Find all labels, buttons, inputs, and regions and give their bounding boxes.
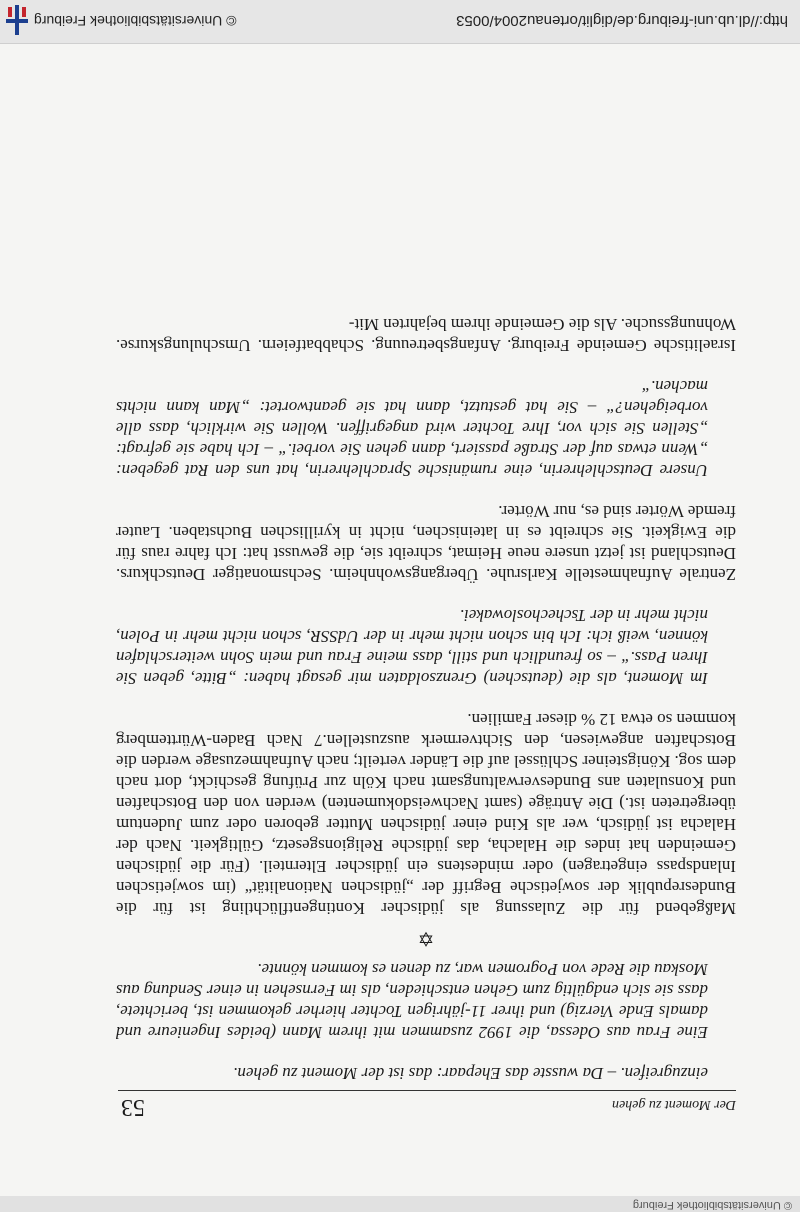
page-number: 53 — [121, 1094, 145, 1120]
body-paragraph-3: Israelitische Gemeinde Freiburg. Anfangsbetreuung. Schabbatfeiern. Umschulungskurse. Wohnungssuche. Als die Gemeinde ihrem bejahrten Mit- — [116, 315, 736, 355]
quote-paragraph-1: einzugreifen. – Da wusste das Ehepaar: das ist der Moment zu gehen. — [233, 1064, 708, 1083]
body-paragraph-1: Maßgebend für die Zulassung als jüdischer Kontingentflüchtling ist für die Bundesrepublik der sowjetische Begriff der „jüdischen Nationalität“ (im sowjetischen Inlandspass eingetragen) oder mindestens ein jüdischer Elternteil. (Für die jüdischen Gemeinden hat indes die Halacha, das jüdische Religionsgesetz, Gültigkeit. Nach der Halacha ist jüdisch, wer als Kind einer jüdischen Mutter geboren oder zum Judentum übergetreten ist.) Die Anträge (samt Nachweisdokumenten) werden von den Botschaften und Konsulaten ans Bundesverwaltungsamt nach Köln zur Prüfung geschickt, dort nach dem sog. Königsteiner Schlüssel auf die Länder verteilt; nach Aufnahmezusage werden die Botschaften angewiesen, den Sichtvermerk auszustellen.7 Nach Baden-Württemberg kommen so etwa 12 % dieser Familien. — [116, 710, 736, 918]
footer-bar — [0, 0, 800, 44]
quote-paragraph-3: Im Moment, als die (deutschen) Grenzsoldaten mir gesagt haben: „Bitte, geben Sie Ihren Pass.“ – so freundlich und still, dass meine Frau und mein Sohn weiterschlafen können, weiß ich: Ich bin schon nicht mehr in der UdSSR, schon nicht mehr in Polen, nicht mehr in der Tschechoslowakei. — [116, 606, 708, 688]
top-credit: © Universitätsbibliothek Freiburg — [632, 1199, 792, 1211]
library-credit: © Universitätsbibliothek Freiburg — [34, 13, 237, 29]
source-url[interactable]: http://dl.ub.uni-freiburg.de/diglit/ortenau2004/0053 — [456, 12, 788, 29]
header-rule — [118, 1090, 736, 1091]
body-paragraph-2: Zentrale Aufnahmestelle Karlsruhe. Übergangswohnheim. Sechsmonatiger Deutschkurs. Deutschland ist jetzt unsere neue Heimat, schreibt sie, die gewusst hat: Ich fahre raus für die Ewigkeit. Sie schreibt es in lateinischen, nicht in kyrillischen Buchstaben. Lauter fremde Wörter sind es, nur Wörter. — [116, 502, 736, 584]
page-text — [116, 314, 736, 1084]
quote-paragraph-2: Eine Frau aus Odessa, die 1992 zusammen mit ihrem Mann (beides Ingenieure und damals Ende Vierzig) und ihrer 11-jährigen Tochter hierher gekommen ist, berichtete, dass sie sich endgültig zum Gehen entschieden, als im Fernsehen in einer Sendung aus Moskau die Rede von Pogromen war, zu denen es kommen könnte. — [116, 960, 708, 1042]
running-head: Der Moment zu gehen — [611, 1097, 736, 1112]
library-logo-icon — [6, 5, 28, 35]
quote-paragraph-4: Unsere Deutschlehrerin, eine rumänische Sprachlehrerin, hat uns den Rat gegeben: „Wenn etwas auf der Straße passiert, dann gehen Sie vorbei.“ – Ich habe sie gefragt: „Stellen Sie sich vor, Ihre Tochter wird angegriffen. Wollen Sie wirklich, dass alle vorbeigehen?“ – Sie hat gestutzt, dann hat sie geantwortet: „Man kann nichts machen.“ — [116, 377, 708, 480]
top-watermark-strip — [0, 1196, 800, 1212]
star-of-david-icon: ✡ — [417, 927, 435, 951]
